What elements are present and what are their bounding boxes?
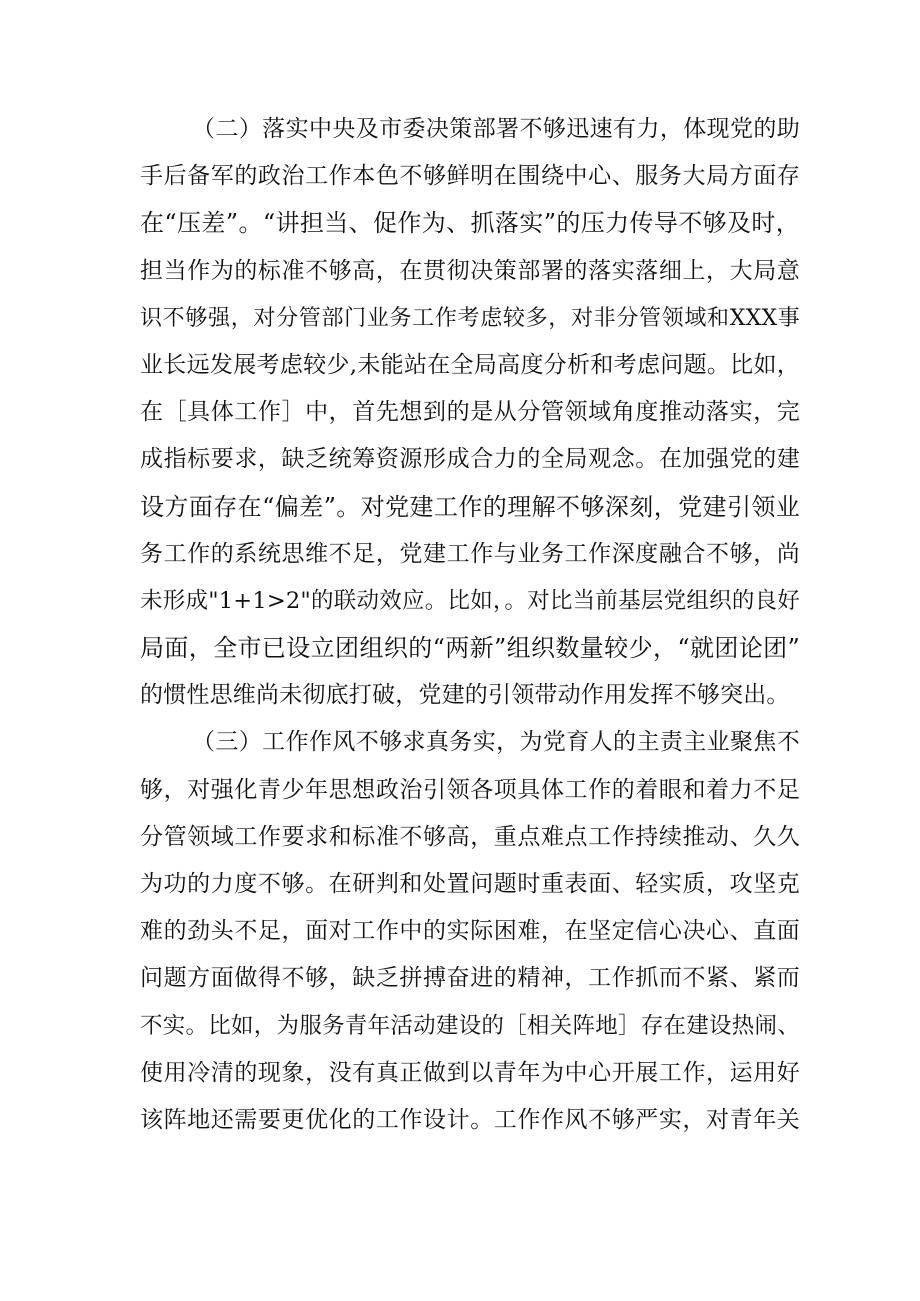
text-line: 的惯性思维尚未彻底打破，党建的引领带动作用发挥不够突出。 bbox=[140, 682, 790, 709]
text-line: 设方面存在“偏差”。对党建工作的理解不够深刻，党建引领业 bbox=[140, 492, 800, 521]
text-line: 务工作的系统思维不足，党建工作与业务工作深度融合不够，尚 bbox=[140, 540, 800, 567]
text-line: 使用冷清的现象，没有真正做到以青年为中心开展工作，运用好 bbox=[140, 1059, 800, 1086]
text-line: 分管领域工作要求和标准不够高，重点难点工作持续推动、久久 bbox=[140, 823, 800, 850]
text-line: 为功的力度不够。在研判和处置问题时重表面、轻实质，攻坚克 bbox=[140, 871, 800, 897]
text-line: 业长远发展考虑较少,未能站在全局高度分析和考虑问题。比如， bbox=[140, 351, 800, 378]
text-line: （二）落实中央及市委决策部署不够迅速有力，体现党的助 bbox=[192, 116, 800, 142]
text-line: 担当作为的标准不够高，在贯彻决策部署的落实落细上，大局意 bbox=[140, 257, 800, 284]
text-line: 未形成"1+1>2"的联动效应。比如，。对比当前基层党组织的良好 bbox=[140, 587, 800, 614]
text-line: 该阵地还需要更优化的工作设计。工作作风不够严实，对青年关 bbox=[140, 1106, 800, 1133]
text-line: 在［具体工作］中，首先想到的是从分管领域角度推动落实，完 bbox=[140, 399, 800, 426]
paragraph-2 bbox=[140, 106, 800, 719]
text-line: 成指标要求，缺乏统筹资源形成合力的全局观念。在加强党的建 bbox=[140, 446, 800, 473]
text-line: 在“压差”。“讲担当、促作为、抓落实”的压力传导不够及时， bbox=[140, 209, 800, 238]
text-line: 问题方面做得不够，缺乏拼搏奋进的精神，工作抓而不紧、紧而 bbox=[140, 965, 800, 992]
text-line: （三）工作作风不够求真务实，为党育人的主责主业聚焦不 bbox=[192, 729, 800, 756]
text-line: 手后备军的政治工作本色不够鲜明在围绕中心、服务大局方面存 bbox=[140, 163, 800, 190]
text-line: 识不够强，对分管部门业务工作考虑较多，对非分管领域和XXX事 bbox=[140, 305, 800, 331]
text-line: 局面，全市已设立团组织的“两新”组织数量较少，“就团论团” bbox=[140, 634, 800, 663]
document-body bbox=[140, 106, 800, 1144]
text-line: 不实。比如，为服务青年活动建设的［相关阵地］存在建设热闹、 bbox=[140, 1012, 800, 1039]
text-line: 难的劲头不足，面对工作中的实际困难，在坚定信心决心、直面 bbox=[140, 918, 800, 945]
text-line: 够，对强化青少年思想政治引领各项具体工作的着眼和着力不足 bbox=[140, 776, 800, 803]
paragraph-3 bbox=[140, 719, 800, 1144]
